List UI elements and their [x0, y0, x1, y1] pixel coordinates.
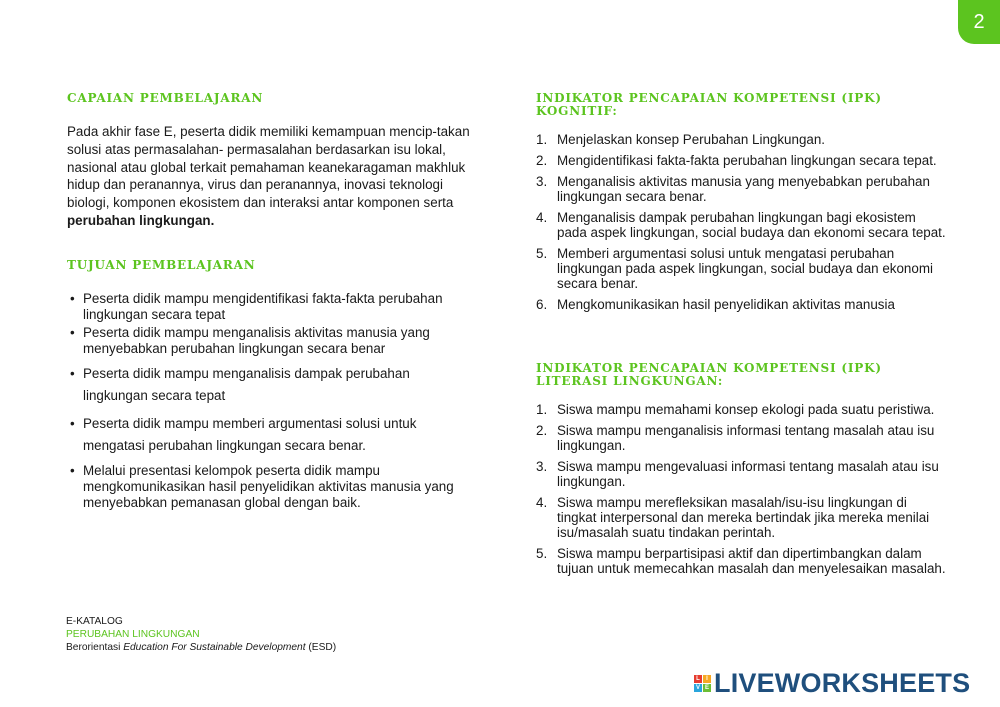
tujuan-item: • Melalui presentasi kelompok peserta didik mampu mengkomunikasikan hasil penyelidikan aktivitas manusia yang menyebabkan pemanasan global dengan baik. [69, 463, 469, 511]
literasi-list [536, 402, 946, 582]
tujuan-item: • Peserta didik mampu menganalisis aktivitas manusia yang menyebabkan perubahan lingkungan secara benar [69, 325, 469, 357]
capaian-text-bold: perubahan lingkungan. [67, 212, 215, 228]
capaian-text: Pada akhir fase E, peserta didik memiliki kemampuan mencip-takan solusi atas permasalahan- permasalahan berdasarkan isu lokal, nasional atau global terkait pemahaman keanekaragaman makhluk hidup dan peranannya, virus dan peranannya, inovasi teknologi biologi, komponen ekosistem dan interaksi antar komponen serta [67, 124, 470, 211]
page-number: 2 [973, 10, 985, 33]
footer-catalog: E-KATALOG [66, 616, 123, 627]
capaian-paragraph [67, 123, 477, 230]
tujuan-heading: TUJUAN PEMBELAJARAN [67, 258, 256, 272]
literasi-item: 5. Siswa mampu berpartisipasi aktif dan dipertimbangkan dalam tujuan untuk memecahkan masalah dan menyelesaikan masalah. [536, 546, 946, 576]
footer-topic: PERUBAHAN LINGKUNGAN [66, 629, 200, 640]
literasi-item: 4. Siswa mampu merefleksikan masalah/isu-isu lingkungan di tingkat interpersonal dan mereka bertindak jika mereka menilai isu/masalah suatu tindakan perintah. [536, 495, 930, 540]
kognitif-item: 5. Memberi argumentasi solusi untuk mengatasi perubahan lingkungan pada aspek lingkungan, social budaya dan ekonomi secara benar. [536, 246, 933, 291]
literasi-item: 1. Siswa mampu memahami konsep ekologi pada suatu peristiwa. [536, 402, 935, 417]
logo-text: LIVEWORKSHEETS [714, 668, 971, 698]
tujuan-item: • Peserta didik mampu mengidentifikasi fakta-fakta perubahan lingkungan secara tepat [69, 291, 469, 323]
footer-orientation: Berorientasi Education For Sustainable Development (ESD) [66, 642, 337, 653]
kognitif-item: 3. Menganalisis aktivitas manusia yang menyebabkan perubahan lingkungan secara benar. [536, 174, 930, 204]
footer [66, 615, 336, 654]
liveworksheets-logo[interactable] [694, 668, 970, 699]
tujuan-item: • Peserta didik mampu memberi argumentasi solusi untuk mengatasi perubahan lingkungan secara benar. [69, 413, 469, 457]
logo-grid-icon [694, 675, 711, 692]
kognitif-item: 4. Menganalisis dampak perubahan lingkungan bagi ekosistem pada aspek lingkungan, social budaya dan ekonomi secara tepat. [536, 210, 946, 240]
tujuan-list [69, 291, 469, 511]
page-number-badge [958, 0, 1000, 44]
kognitif-item: 6. Mengkomunikasikan hasil penyelidikan aktivitas manusia [536, 297, 895, 312]
logo-letter: E [704, 685, 709, 691]
literasi-item: 3. Siswa mampu mengevaluasi informasi tentang masalah atau isu lingkungan. [536, 459, 939, 489]
tujuan-item: • Peserta didik mampu menganalisis dampak perubahan lingkungan secara tepat [69, 363, 469, 407]
logo-letter: I [703, 675, 711, 683]
literasi-item: 2. Siswa mampu menganalisis informasi tentang masalah atau isu lingkungan. [536, 423, 935, 453]
kognitif-heading: INDIKATOR PENCAPAIAN KOMPETENSI (IPK) KOGNITIF: [536, 91, 882, 118]
capaian-heading: CAPAIAN PEMBELAJARAN [67, 91, 264, 105]
kognitif-list [536, 132, 946, 318]
kognitif-item: 2. Mengidentifikasi fakta-fakta perubahan lingkungan secara tepat. [536, 153, 937, 168]
literasi-heading: INDIKATOR PENCAPAIAN KOMPETENSI (IPK) LITERASI LINGKUNGAN: [536, 361, 882, 388]
logo-letter: V [695, 685, 700, 691]
logo-letter: L [694, 675, 702, 683]
kognitif-item: 1. Menjelaskan konsep Perubahan Lingkungan. [536, 132, 826, 147]
